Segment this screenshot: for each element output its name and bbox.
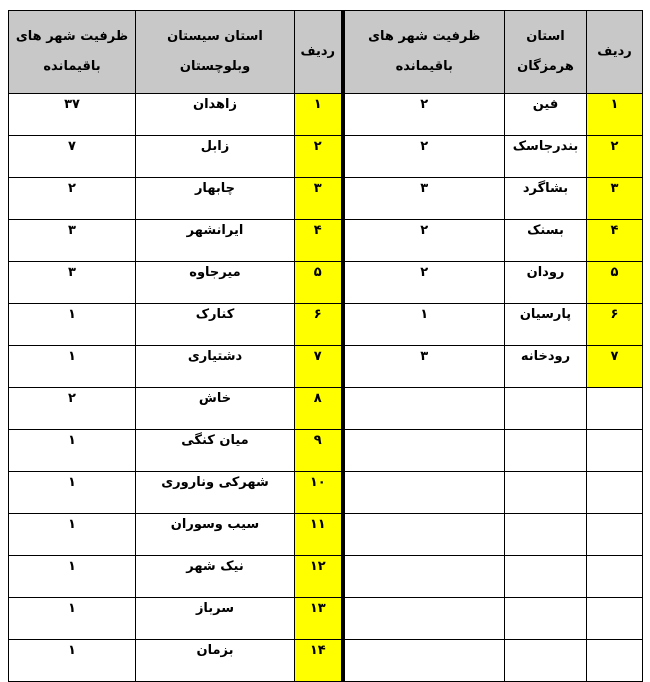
left-capacity-cell: ۱: [9, 430, 136, 472]
right-row-number-cell: ۴: [587, 220, 643, 262]
left-city-cell: چابهار: [136, 178, 295, 220]
right-row-number-cell: [587, 514, 643, 556]
right-row-number-cell: [587, 472, 643, 514]
table-row: [9, 220, 643, 262]
left-capacity-cell: ۱: [9, 640, 136, 682]
right-city-cell: پارسیان: [505, 304, 587, 346]
right-row-number-cell: [587, 430, 643, 472]
table-body: [9, 11, 643, 682]
left-row-number-cell: ۷: [295, 346, 343, 388]
right-city-cell: [505, 556, 587, 598]
right-city-cell: [505, 388, 587, 430]
table-row: [9, 262, 643, 304]
header-row-no-right: ردیف: [587, 11, 643, 94]
table-row: [9, 304, 643, 346]
right-capacity-cell: ۲: [343, 94, 505, 136]
left-row-number-cell: ۲: [295, 136, 343, 178]
right-capacity-cell: ۲: [343, 136, 505, 178]
right-city-cell: [505, 430, 587, 472]
left-city-cell: سیب وسوران: [136, 514, 295, 556]
right-capacity-cell: [343, 388, 505, 430]
left-city-cell: کنارک: [136, 304, 295, 346]
left-city-cell: خاش: [136, 388, 295, 430]
header-capacity-left: ظرفیت شهر های باقیمانده: [9, 11, 136, 94]
left-city-cell: سرباز: [136, 598, 295, 640]
left-capacity-cell: ۳: [9, 220, 136, 262]
right-row-number-cell: ۳: [587, 178, 643, 220]
right-row-number-cell: [587, 388, 643, 430]
right-city-cell: رودخانه: [505, 346, 587, 388]
left-row-number-cell: ۱۱: [295, 514, 343, 556]
right-capacity-cell: [343, 598, 505, 640]
table-row: [9, 472, 643, 514]
right-capacity-cell: [343, 472, 505, 514]
header-row-no-left: ردیف: [295, 11, 343, 94]
left-capacity-cell: ۱: [9, 346, 136, 388]
left-city-cell: ایرانشهر: [136, 220, 295, 262]
table-row: [9, 598, 643, 640]
right-row-number-cell: ۱: [587, 94, 643, 136]
right-city-cell: [505, 472, 587, 514]
table-row: [9, 346, 643, 388]
left-capacity-cell: ۳: [9, 262, 136, 304]
table-row: [9, 388, 643, 430]
left-row-number-cell: ۸: [295, 388, 343, 430]
right-row-number-cell: [587, 556, 643, 598]
table-header-row: [9, 11, 643, 94]
right-city-cell: [505, 598, 587, 640]
left-row-number-cell: ۳: [295, 178, 343, 220]
right-row-number-cell: ۵: [587, 262, 643, 304]
capacity-table: [8, 10, 643, 682]
left-city-cell: نیک شهر: [136, 556, 295, 598]
table-row: [9, 556, 643, 598]
right-row-number-cell: [587, 598, 643, 640]
left-row-number-cell: ۱۰: [295, 472, 343, 514]
left-city-cell: میان کنگی: [136, 430, 295, 472]
right-row-number-cell: ۶: [587, 304, 643, 346]
left-row-number-cell: ۱۳: [295, 598, 343, 640]
right-capacity-cell: [343, 640, 505, 682]
left-capacity-cell: ۱: [9, 514, 136, 556]
left-city-cell: زابل: [136, 136, 295, 178]
left-capacity-cell: ۱: [9, 598, 136, 640]
left-city-cell: شهرکی وناروری: [136, 472, 295, 514]
left-row-number-cell: ۴: [295, 220, 343, 262]
right-city-cell: بندرجاسک: [505, 136, 587, 178]
table-row: [9, 178, 643, 220]
table-row: [9, 430, 643, 472]
left-row-number-cell: ۱: [295, 94, 343, 136]
header-province-left: استان سیستان وبلوچستان: [136, 11, 295, 94]
left-row-number-cell: ۵: [295, 262, 343, 304]
right-city-cell: [505, 514, 587, 556]
left-city-cell: بزمان: [136, 640, 295, 682]
right-row-number-cell: ۲: [587, 136, 643, 178]
header-capacity-right: ظرفیت شهر های باقیمانده: [343, 11, 505, 94]
left-city-cell: زاهدان: [136, 94, 295, 136]
left-capacity-cell: ۲: [9, 178, 136, 220]
right-city-cell: رودان: [505, 262, 587, 304]
right-city-cell: [505, 640, 587, 682]
right-city-cell: فین: [505, 94, 587, 136]
left-row-number-cell: ۱۲: [295, 556, 343, 598]
right-capacity-cell: ۱: [343, 304, 505, 346]
right-capacity-cell: ۳: [343, 346, 505, 388]
left-capacity-cell: ۷: [9, 136, 136, 178]
right-row-number-cell: ۷: [587, 346, 643, 388]
left-capacity-cell: ۳۷: [9, 94, 136, 136]
right-row-number-cell: [587, 640, 643, 682]
header-province-right: استان هرمزگان: [505, 11, 587, 94]
left-city-cell: دشتیاری: [136, 346, 295, 388]
right-capacity-cell: [343, 430, 505, 472]
table-row: [9, 514, 643, 556]
left-city-cell: میرجاوه: [136, 262, 295, 304]
left-capacity-cell: ۱: [9, 556, 136, 598]
right-capacity-cell: ۲: [343, 262, 505, 304]
table-row: [9, 136, 643, 178]
table-row: [9, 640, 643, 682]
right-capacity-cell: ۳: [343, 178, 505, 220]
left-capacity-cell: ۱: [9, 472, 136, 514]
left-row-number-cell: ۱۴: [295, 640, 343, 682]
left-capacity-cell: ۱: [9, 304, 136, 346]
right-capacity-cell: ۲: [343, 220, 505, 262]
right-capacity-cell: [343, 514, 505, 556]
left-capacity-cell: ۲: [9, 388, 136, 430]
right-capacity-cell: [343, 556, 505, 598]
left-row-number-cell: ۶: [295, 304, 343, 346]
right-city-cell: بسنک: [505, 220, 587, 262]
table-row: [9, 94, 643, 136]
right-city-cell: بشاگرد: [505, 178, 587, 220]
left-row-number-cell: ۹: [295, 430, 343, 472]
